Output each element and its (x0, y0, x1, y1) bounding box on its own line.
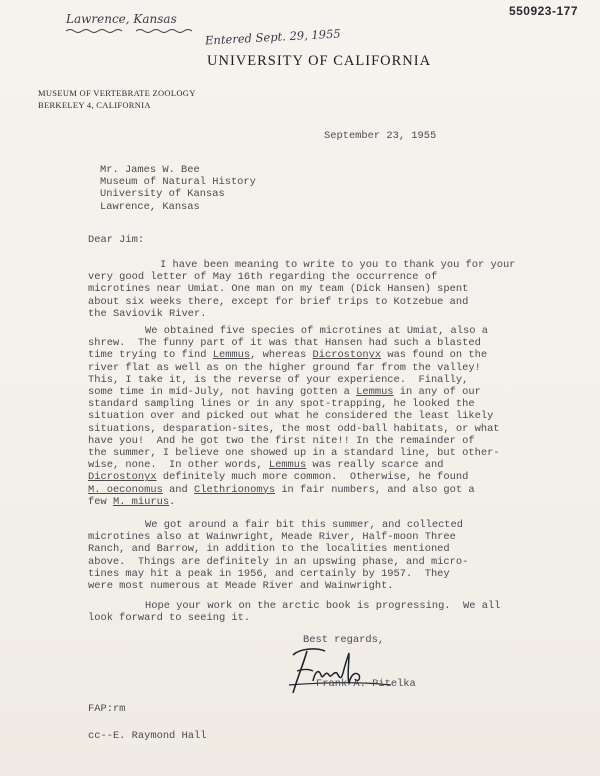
text-line: Ranch, and Barrow, in addition to the localities mentioned (88, 543, 450, 556)
recipient-address (100, 164, 256, 213)
text-line: look forward to seeing it. (88, 612, 251, 625)
recipient-line: Museum of Natural History (100, 176, 256, 189)
handwritten-entered-date: Entered Sept. 29, 1955 (204, 26, 342, 48)
text-line: river flat as well as on the higher ground far from the valley! (88, 361, 481, 374)
letterhead-university: UNIVERSITY OF CALIFORNIA (207, 53, 432, 69)
text-line: situation over and picked out what he considered the least likely (88, 410, 494, 423)
department-line: MUSEUM OF VERTEBRATE ZOOLOGY (38, 88, 196, 98)
text-line: I have been meaning to write to you to thank you for your (160, 259, 516, 271)
taxon-name: M. miurus (112, 495, 170, 508)
text-run: wise, none. In other words, (88, 459, 269, 472)
text-line: above. Things are definitely in an upswing phase, and micro- (88, 555, 469, 568)
text-line: about six weeks there, except for brief trips to Kotzebue and (88, 295, 469, 308)
text-run: and (162, 483, 195, 496)
text-line: have you! And he got two the first nite!! In the remainder of (88, 434, 475, 447)
letter-date: September 23, 1955 (324, 130, 437, 142)
department-line: BERKELEY 4, CALIFORNIA (38, 100, 151, 110)
text-run: in fair numbers, and also got a (275, 483, 475, 496)
text-run: was found on the (381, 349, 488, 362)
text-line (88, 484, 528, 496)
signature-name: Frank A. Pitelka (316, 678, 416, 690)
closing: Best regards, (303, 634, 385, 646)
typist-initials: FAP:rm (88, 703, 126, 715)
handwritten-underline (64, 27, 214, 35)
paragraph-2 (88, 325, 528, 508)
text-run: definitely much more common. Otherwise, he found (156, 471, 469, 484)
text-line: microtines also at Wainwright, Meade River, Half-moon Three (88, 531, 456, 544)
text-line (88, 471, 528, 483)
taxon-name: Lemmus (212, 349, 251, 362)
text-run: in any of our (393, 386, 481, 399)
salutation: Dear Jim: (88, 234, 145, 246)
taxon-name: Lemmus (356, 386, 394, 399)
text-run: was really scarce and (306, 459, 444, 472)
text-line: were most numerous at Meade River and Wainwright. (88, 580, 394, 593)
taxon-name: Dicrostonyx (312, 349, 382, 362)
text-line: situations, desparation-sites, the most odd-ball habitats, or what (88, 422, 500, 435)
text-line: shrew. The funny part of it was that Hansen had such a blasted (88, 337, 481, 350)
text-run: time trying to find (88, 349, 213, 362)
text-run: some time in mid-July, not having gotten a (88, 386, 357, 399)
catalog-number: 550923-177 (508, 4, 578, 18)
text-line: very good letter of May 16th regarding the occurrence of (88, 271, 438, 284)
letterhead-department (38, 87, 196, 111)
text-run: few (88, 495, 113, 508)
paragraph-1 (88, 259, 528, 320)
text-line: This, I take it, is the reverse of your experience. Finally, (88, 373, 469, 386)
text-line: the summer, I believe one showed up in a standard line, but other- (88, 447, 500, 460)
paragraph-4 (88, 600, 528, 624)
handwritten-location: Lawrence, Kansas (66, 12, 177, 26)
text-line: tines may hit a peak in 1956, and certainly by 1957. They (88, 567, 450, 580)
taxon-name: Clethrionomys (194, 483, 276, 496)
taxon-name: Dicrostonyx (88, 471, 157, 484)
recipient-line: Mr. James W. Bee (100, 164, 200, 176)
carbon-copy: cc--E. Raymond Hall (88, 730, 207, 742)
text-line (88, 386, 528, 398)
text-run: . (169, 495, 176, 508)
text-line: standard sampling lines or in any spot-trapping, he looked the (88, 398, 475, 411)
text-line (88, 496, 528, 508)
taxon-name: Lemmus (268, 459, 307, 472)
text-line (88, 349, 528, 361)
text-line: We obtained five species of microtines at Umiat, also a (145, 325, 488, 337)
text-line (88, 459, 528, 471)
taxon-name: M. oeconomus (88, 483, 163, 496)
handwritten-signature (285, 645, 395, 701)
text-run: , whereas (250, 349, 313, 362)
paragraph-3 (88, 519, 528, 592)
text-line: Hope your work on the arctic book is progressing. We all (145, 600, 501, 612)
text-line: We got around a fair bit this summer, and collected (145, 519, 464, 531)
text-line: microtines near Umiat. One man on my team (Dick Hansen) spent (88, 283, 469, 296)
recipient-line: University of Kansas (100, 188, 225, 201)
recipient-line: Lawrence, Kansas (100, 200, 200, 213)
text-line: the Saviovik River. (88, 307, 207, 320)
